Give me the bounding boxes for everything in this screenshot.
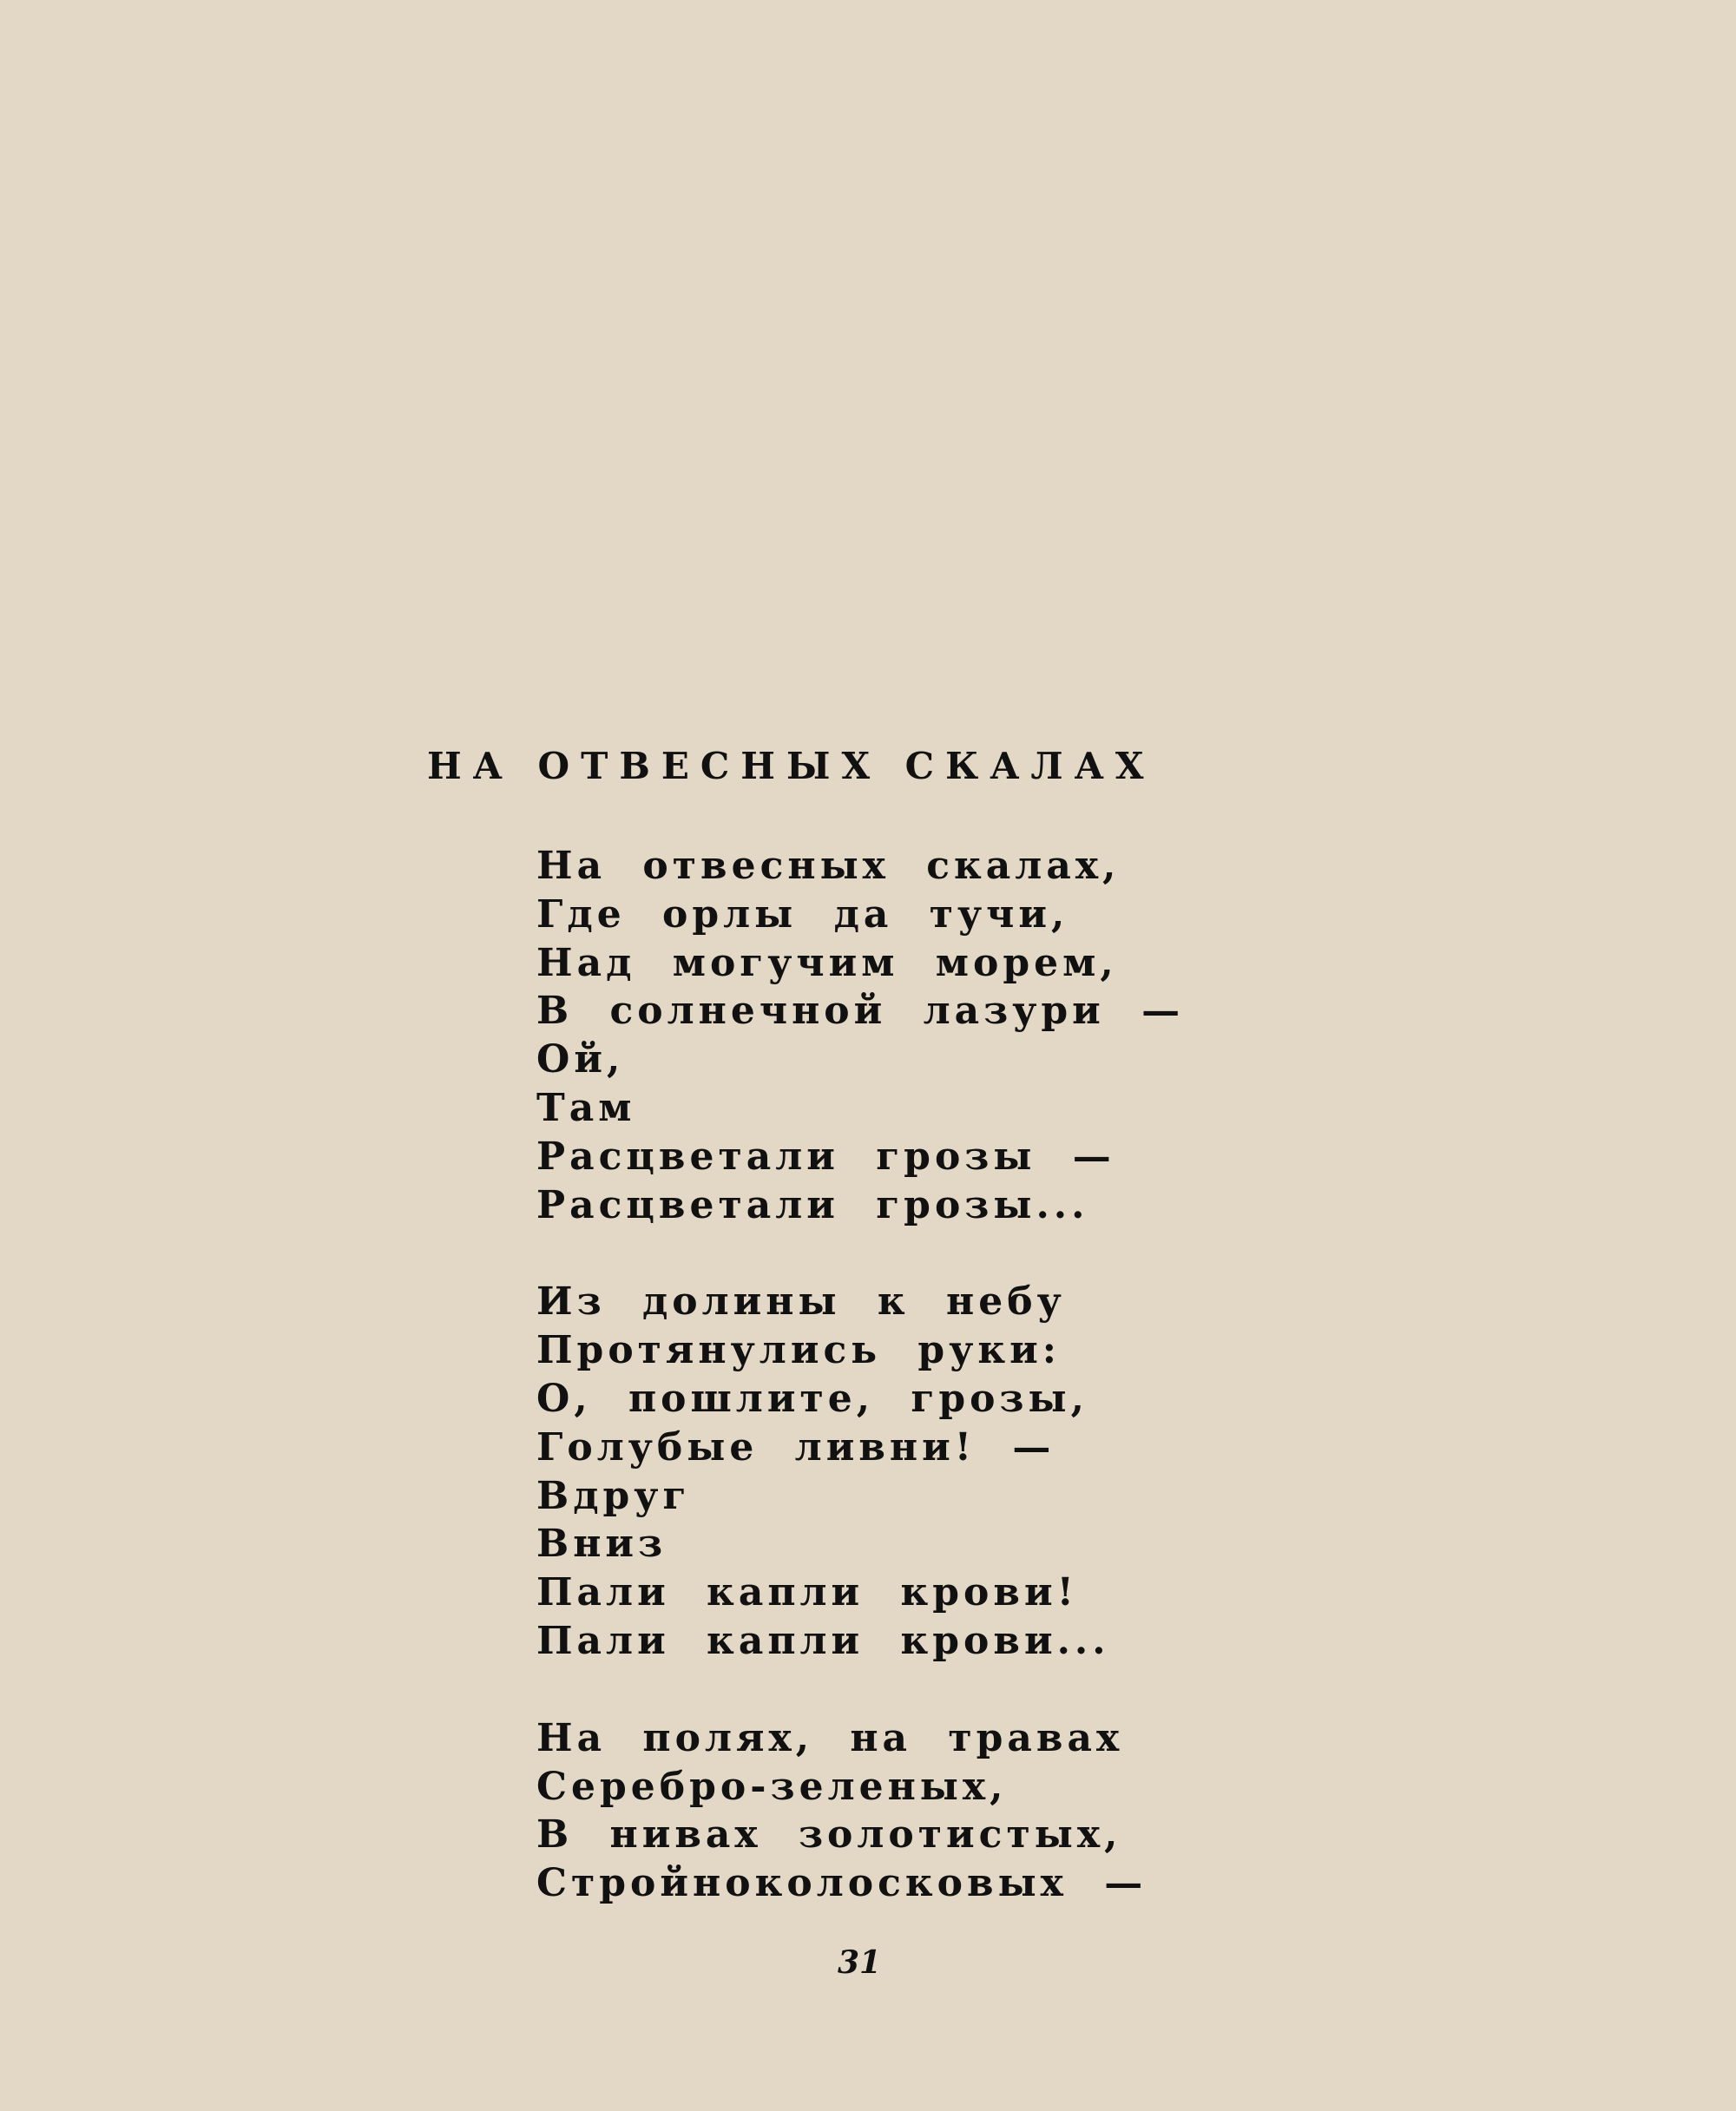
poem-line: На полях, на травах: [536, 1715, 1124, 1760]
stanza-3: [536, 1714, 1196, 1908]
poem-line: О, пошлите, грозы,: [536, 1376, 1088, 1421]
poem-line: Из долины к небу: [536, 1279, 1066, 1325]
poem-line: Там: [536, 1085, 636, 1130]
poem-line: Стройноколосковых —: [536, 1861, 1147, 1906]
poem-line: Протянулись руки:: [536, 1328, 1062, 1373]
poem-line: Серебро-зеленых,: [536, 1764, 1008, 1809]
poem-body: [536, 842, 1196, 1956]
poem-line: В солнечной лазури —: [536, 989, 1185, 1034]
stanza-2: [536, 1278, 1196, 1665]
poem-line: На отвесных скалах,: [536, 844, 1121, 888]
poem-line: Где орлы да тучи,: [536, 891, 1069, 937]
poem-line: Голубые ливни! —: [536, 1424, 1055, 1470]
poem-line: Ой,: [536, 1037, 625, 1082]
poem-line: Вниз: [536, 1522, 667, 1567]
poem-line: Пали капли крови...: [536, 1618, 1110, 1663]
poem-line: Вдруг: [536, 1473, 691, 1518]
poem-line: Пали капли крови!: [536, 1570, 1078, 1615]
poem-title: НА ОТВЕСНЫХ СКАЛАХ: [427, 745, 1155, 787]
poem-line: Расцветали грозы...: [536, 1182, 1089, 1227]
poem-line: В нивах золотистых,: [536, 1812, 1122, 1858]
poem-line: Расцветали грозы —: [536, 1134, 1115, 1179]
stanza-1: [536, 842, 1196, 1229]
page-number: 31: [837, 1944, 882, 1981]
poem-line: Над могучим морем,: [536, 940, 1118, 985]
